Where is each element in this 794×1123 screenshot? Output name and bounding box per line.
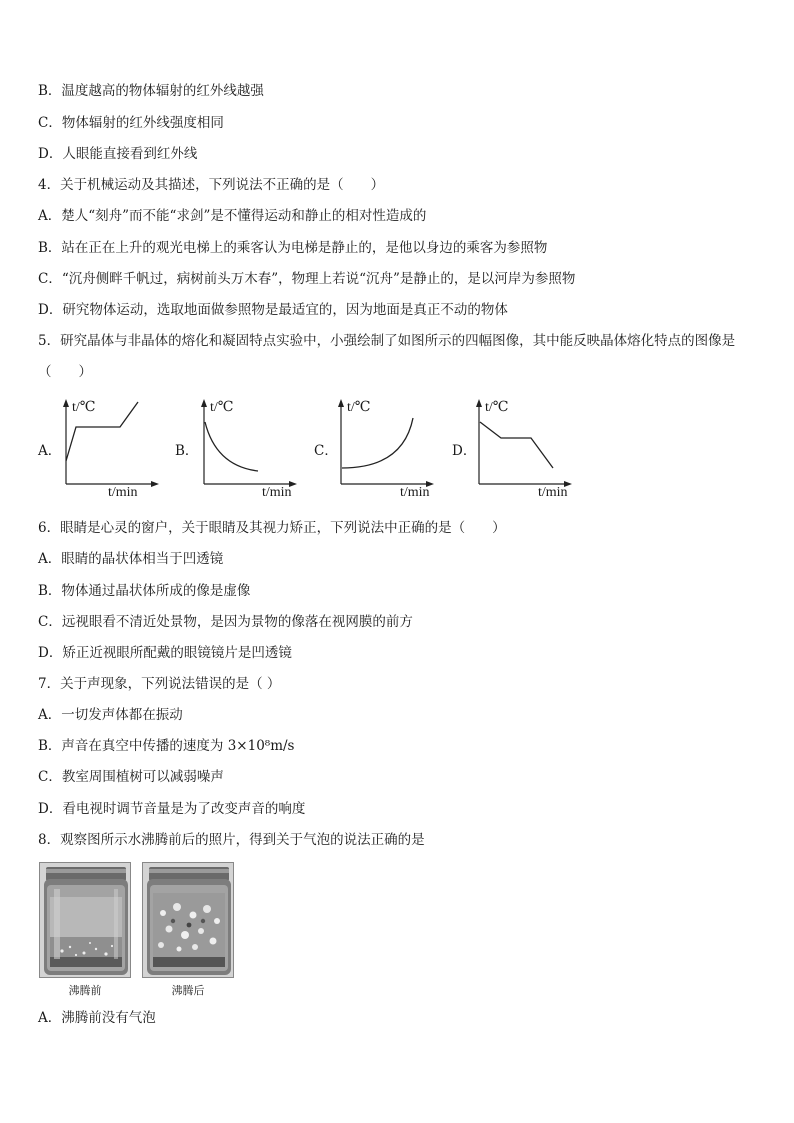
graph-b-curve [205,422,258,471]
q7-option-b: B．声音在真空中传播的速度为 3×10⁸m/s [38,738,295,754]
graph-d-label: D． [452,443,477,459]
graph-a [58,396,168,501]
graph-b-y-label: t/℃ [210,400,234,415]
graph-d-x-label: t/min [538,485,568,500]
graph-a-y-label: t/℃ [72,400,96,415]
graph-b-label: B． [175,443,199,459]
q4-option-a: A．楚人“刻舟”而不能“求剑”是不懂得运动和静止的相对性造成的 [38,208,427,224]
q5-stem: 5．研究晶体与非晶体的熔化和凝固特点实验中，小强绘制了如图所示的四幅图像，其中能反映晶体熔化特点的图像是 [38,333,736,349]
q4-stem: 4．关于机械运动及其描述，下列说法不正确的是（ ） [38,177,385,193]
graph-c-y-label: t/℃ [347,400,371,415]
graph-a-label: A． [38,443,62,459]
graph-d [471,396,581,501]
q3-option-b: B．温度越高的物体辐射的红外线越强 [38,83,264,99]
q6-option-b: B．物体通过晶状体所成的像是虚像 [38,583,251,599]
graph-b-x-label: t/min [262,485,292,500]
q4-option-d: D．研究物体运动，选取地面做参照物是最适宜的，因为地面是真正不动的物体 [38,302,508,318]
q5-paren: （ ） [38,364,92,380]
q3-option-d: D．人眼能直接看到红外线 [38,146,198,162]
q7-option-a: A．一切发声体都在振动 [38,707,183,723]
q6-option-a: A．眼睛的晶状体相当于凹透镜 [38,551,224,567]
graph-c [333,396,443,501]
q6-stem: 6．眼睛是心灵的窗户，关于眼睛及其视力矫正，下列说法中正确的是（ ） [38,520,506,536]
graph-c-label: C． [314,443,338,459]
graph-a-x-label: t/min [108,485,138,500]
graph-d-curve [480,422,553,468]
q4-option-b: B．站在正在上升的观光电梯上的乘客认为电梯是静止的，是他以身边的乘客为参照物 [38,240,548,256]
q6-option-c: C．远视眼看不清近处景物，是因为景物的像落在视网膜的前方 [38,614,413,630]
q7-option-c: C．教室周围植树可以减弱噪声 [38,769,224,785]
q3-option-c: C．物体辐射的红外线强度相同 [38,115,224,131]
photo-after-boiling [142,862,234,978]
graph-d-y-label: t/℃ [485,400,509,415]
graph-b [196,396,306,501]
q8-option-a: A．沸腾前没有气泡 [38,1010,156,1026]
caption-after-boiling: 沸腾后 [171,984,205,997]
q7-option-d: D．看电视时调节音量是为了改变声音的响度 [38,801,306,817]
graph-c-curve [342,418,413,468]
graph-c-x-label: t/min [400,485,430,500]
q7-stem: 7．关于声现象，下列说法错误的是（ ） [38,676,281,692]
q8-stem: 8．观察图所示水沸腾前后的照片，得到关于气泡的说法正确的是 [38,832,425,848]
q4-option-c: C．“沉舟侧畔千帆过，病树前头万木春”，物理上若说“沉舟”是静止的，是以河岸为参照物 [38,271,576,287]
caption-before-boiling: 沸腾前 [68,984,102,997]
photo-before-boiling [39,862,131,978]
q6-option-d: D．矫正近视眼所配戴的眼镜镜片是凹透镜 [38,645,292,661]
